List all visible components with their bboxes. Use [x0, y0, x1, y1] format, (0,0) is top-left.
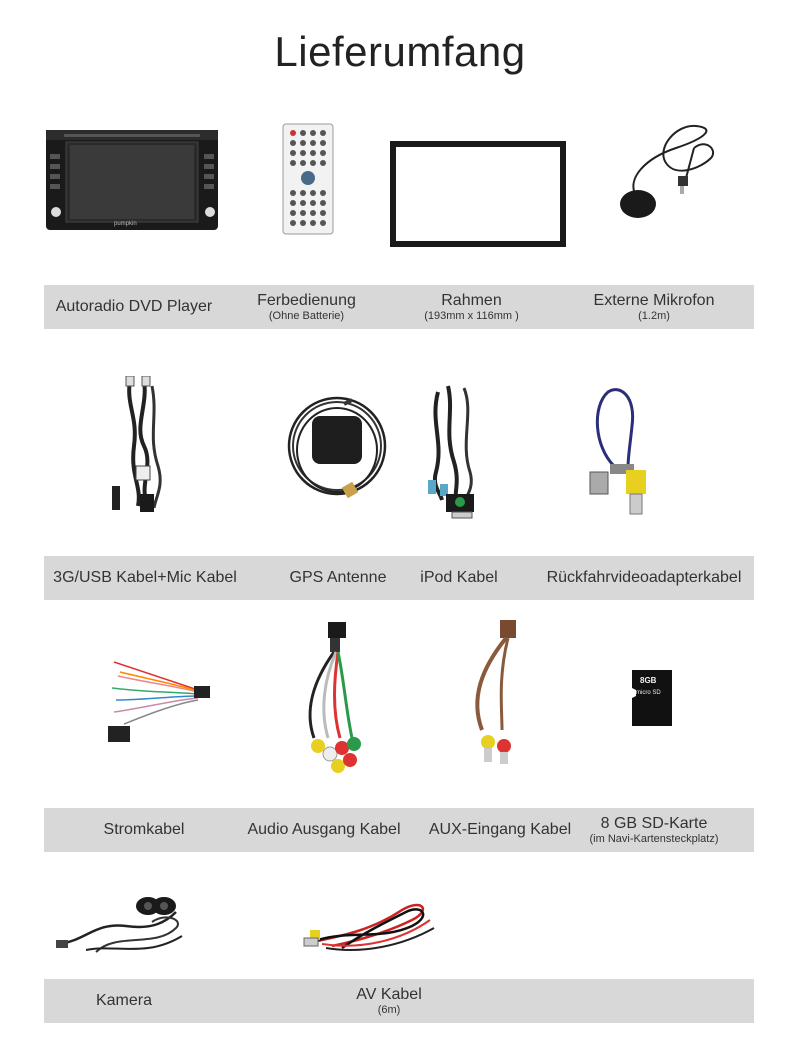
- aux-input-cable-icon: [462, 618, 526, 770]
- item-label-power-cable: [84, 808, 204, 852]
- item-label-ipod-cable: [404, 556, 514, 600]
- item-label-frame: [389, 285, 554, 329]
- item-label-text: Audio Ausgang Kabel: [247, 821, 401, 838]
- sd-card-type: micro SD: [636, 690, 661, 696]
- ipod-cable-icon: [424, 382, 488, 522]
- item-label-sd-card: [574, 808, 734, 852]
- item-label-audio-output-cable: [240, 808, 408, 852]
- item-sublabel-text: (Ohne Batterie): [268, 309, 345, 322]
- item-label-text: AV Kabel: [356, 985, 422, 1003]
- item-label-remote: [224, 285, 389, 329]
- item-label-gps-antenna: [274, 556, 402, 600]
- item-label-text: Rückfahrvideoadapterkabel: [546, 569, 742, 586]
- av-cable-icon: [302, 890, 442, 958]
- item-label-text: GPS Antenne: [289, 569, 387, 586]
- label-band-row-1: [44, 285, 754, 329]
- page-title: Lieferumfang: [274, 28, 526, 75]
- item-label-av-cable: [334, 979, 444, 1023]
- item-label-car-radio: [44, 285, 224, 329]
- camera-icon: [56, 892, 196, 962]
- power-cable-icon: [104, 652, 214, 752]
- item-label-text: Stromkabel: [103, 821, 185, 838]
- item-label-text: Autoradio DVD Player: [55, 298, 213, 315]
- remote-control-icon: [282, 123, 334, 235]
- item-label-text: Kamera: [95, 992, 153, 1009]
- item-label-reverse-video-adapter: [536, 556, 752, 600]
- item-sublabel-text: (1.2m): [638, 309, 670, 322]
- item-label-text: Ferbedienung: [257, 291, 356, 309]
- item-label-text: 3G/USB Kabel+Mic Kabel: [53, 569, 237, 586]
- item-label-aux-input-cable: [422, 808, 578, 852]
- external-microphone-icon: [606, 118, 726, 224]
- label-band-row-3: [44, 808, 754, 852]
- reverse-video-adapter-cable-icon: [584, 386, 656, 518]
- audio-output-cable-icon: [294, 620, 374, 786]
- item-sublabel-text: (im Navi-Kartensteckplatz): [589, 832, 719, 845]
- label-band-row-4: [44, 979, 754, 1023]
- item-label-text: 8 GB SD-Karte: [600, 814, 708, 832]
- gps-antenna-icon: [282, 388, 392, 510]
- item-label-text: Externe Mikrofon: [593, 291, 715, 309]
- usb-cable-icon: [108, 376, 178, 518]
- sd-card-icon: [630, 668, 674, 728]
- mounting-frame-icon: [390, 141, 566, 247]
- item-label-text: iPod Kabel: [420, 569, 498, 586]
- item-sublabel-text: (193mm x 116mm ): [424, 309, 519, 322]
- label-band-row-2: [44, 556, 754, 600]
- car-radio-dvd-player-icon: [44, 128, 220, 232]
- sd-card-capacity: 8GB: [640, 676, 657, 685]
- radio-brand-label: pumpkin: [114, 221, 137, 227]
- item-label-microphone: [564, 285, 744, 329]
- item-label-usb-cable: [44, 556, 246, 600]
- item-sublabel-text: (6m): [377, 1003, 401, 1016]
- item-label-camera: [74, 979, 174, 1023]
- item-label-text: Rahmen: [441, 291, 502, 309]
- item-label-text: AUX-Eingang Kabel: [428, 821, 572, 838]
